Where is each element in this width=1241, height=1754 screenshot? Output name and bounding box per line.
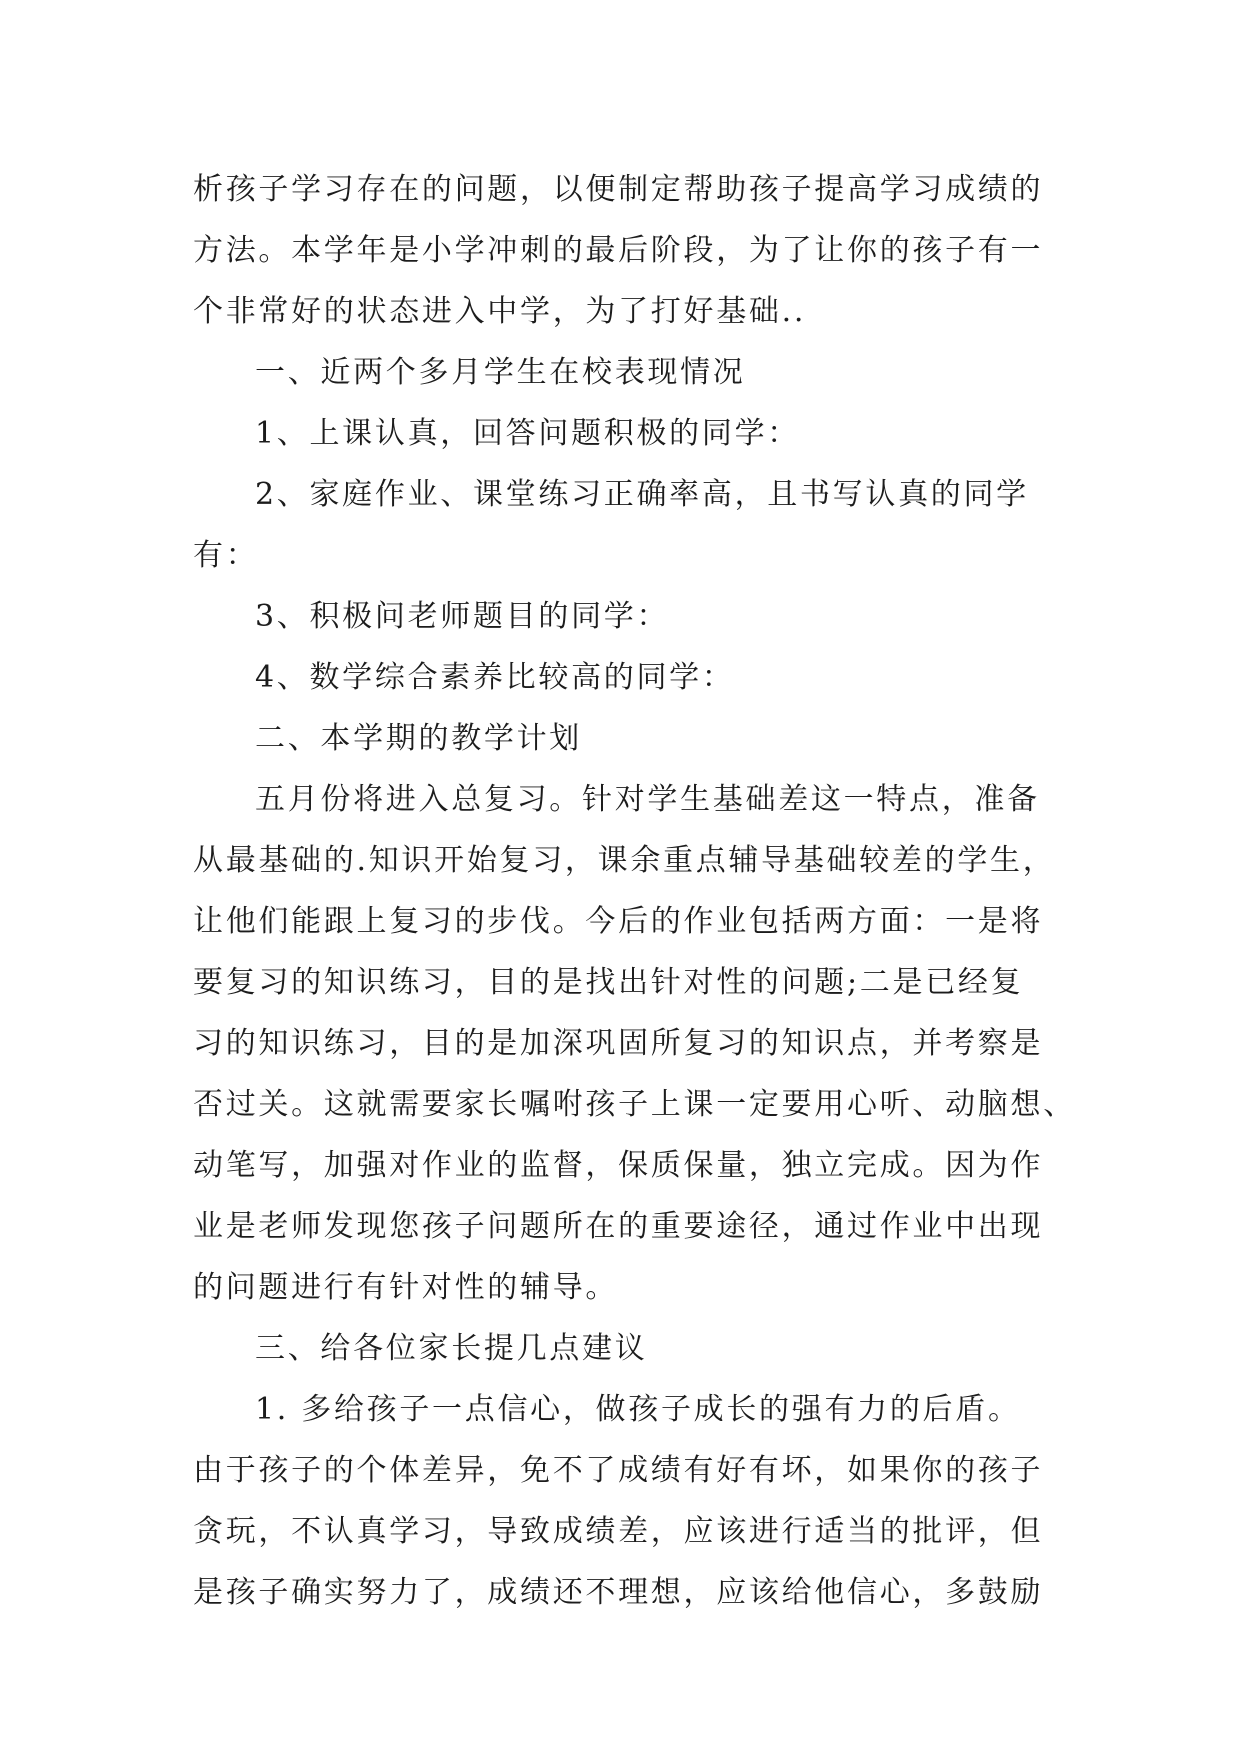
body-line: 要复习的知识练习，目的是找出针对性的问题;二是已经复 <box>193 965 1024 1000</box>
body-line: 否过关。这就需要家长嘱咐孩子上课一定要用心听、动脑想、 <box>193 1087 1076 1122</box>
body-line: 方法。本学年是小学冲刺的最后阶段，为了让你的孩子有一 <box>193 233 1044 268</box>
list-item: 1. 多给孩子一点信心，做孩子成长的强有力的后盾。 <box>255 1392 1021 1427</box>
body-line: 习的知识练习，目的是加深巩固所复习的知识点，并考察是 <box>193 1026 1044 1061</box>
section-heading: 二、本学期的教学计划 <box>255 721 582 756</box>
paragraph-start: 五月份将进入总复习。针对学生基础差这一特点，准备 <box>255 782 1040 817</box>
list-item: 3、积极问老师题目的同学： <box>255 599 670 634</box>
body-line: 个非常好的状态进入中学，为了打好基础.. <box>193 294 807 329</box>
body-line: 的问题进行有针对性的辅导。 <box>193 1270 619 1305</box>
body-line: 业是老师发现您孩子问题所在的重要途径，通过作业中出现 <box>193 1209 1044 1244</box>
body-line: 动笔写，加强对作业的监督，保质保量，独立完成。因为作 <box>193 1148 1044 1183</box>
body-line: 从最基础的.知识开始复习，课余重点辅导基础较差的学生， <box>193 843 1056 878</box>
body-line: 有： <box>193 538 259 573</box>
document-body <box>193 159 1076 1623</box>
body-line: 由于孩子的个体差异，免不了成绩有好有坏，如果你的孩子 <box>193 1453 1044 1488</box>
body-line: 是孩子确实努力了，成绩还不理想，应该给他信心，多鼓励 <box>193 1575 1044 1610</box>
list-item: 4、数学综合素养比较高的同学： <box>255 660 735 695</box>
body-line: 析孩子学习存在的问题，以便制定帮助孩子提高学习成绩的 <box>193 172 1044 207</box>
body-line: 让他们能跟上复习的步伐。今后的作业包括两方面：一是将 <box>193 904 1044 939</box>
section-heading: 三、给各位家长提几点建议 <box>255 1331 648 1366</box>
list-item: 1、上课认真，回答问题积极的同学： <box>255 416 800 451</box>
body-line: 贪玩，不认真学习，导致成绩差，应该进行适当的批评，但 <box>193 1514 1044 1549</box>
section-heading: 一、近两个多月学生在校表现情况 <box>255 355 746 390</box>
list-item: 2、家庭作业、课堂练习正确率高，且书写认真的同学 <box>255 477 1029 512</box>
